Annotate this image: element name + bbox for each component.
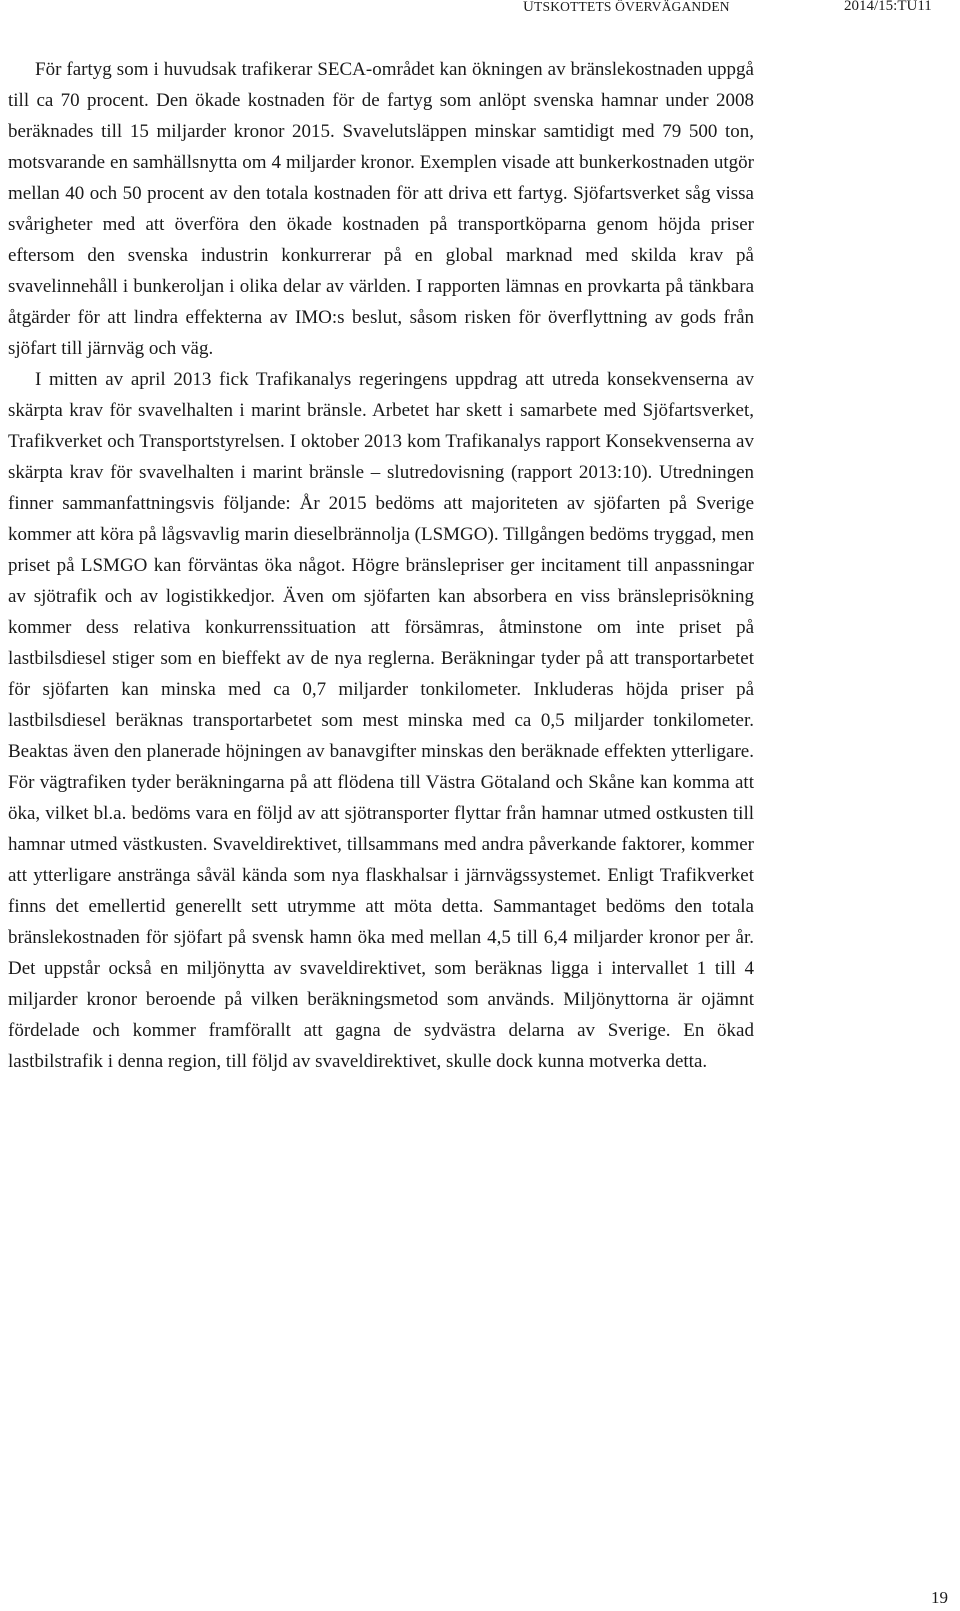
report-id: 2014/15:TU11 — [844, 0, 932, 14]
page-number: 19 — [931, 1588, 948, 1607]
section-title-rest: TSKOTTETS ÖVERVÄGANDEN — [534, 0, 730, 14]
section-title-initial: U — [523, 0, 535, 15]
section-title — [523, 0, 730, 14]
paragraph: För fartyg som i huvudsak trafikerar SECA-området kan ökningen av bränslekostnaden uppgå till ca 70 procent. Den ökade kostnaden för de fartyg som anlöpt svenska hamnar under 2008 beräknades till 15 miljarder kronor 2015. Svavelutsläppen minskar samtidigt med 79 500 ton, motsvarande en samhällsnytta om 4 miljarder kronor. Exemplen visade att bunkerkostnaden utgör mellan 40 och 50 procent av den totala kostnaden för att driva ett fartyg. Sjöfartsverket såg vissa svårigheter med att överföra den ökade kostnaden på transportköparna genom höjda priser eftersom den svenska industrin konkurrerar på en global marknad med skilda krav på svavelinnehåll i bunkeroljan i olika delar av världen. I rapporten lämnas en provkarta på tänkbara åtgärder för att lindra effekterna av IMO:s beslut, såsom risken för överflyttning av gods från sjöfart till järnväg och väg. — [8, 59, 754, 359]
body-text — [8, 54, 754, 1077]
paragraph: I mitten av april 2013 fick Trafikanalys regeringens uppdrag att utreda konsekvenserna av skärpta krav för svavelhalten i marint bränsle. Arbetet har skett i samarbete med Sjöfartsverket, Trafikverket och Transportstyrelsen. I oktober 2013 kom Trafikanalys rapport Konsekvenserna av skärpta krav för svavelhalten i marint bränsle – slutredovisning (rapport 2013:10). Utredningen finner sammanfattningsvis följande: År 2015 bedöms att majoriteten av sjöfarten på Sverige kommer att köra på lågsvavlig marin dieselbrännolja (LSMGO). Tillgången bedöms tryggad, men priset på LSMGO kan förväntas öka något. Högre bränslepriser ger incitament till anpassningar av sjötrafik och av logistikkedjor. Även om sjöfarten kan absorbera en viss bränsleprisökning kommer dess relativa konkurrenssituation att försämras, åtminstone om inte priset på lastbilsdiesel stiger som en bieffekt av de nya reglerna. Beräkningar tyder på att transportarbetet för sjöfarten kan minska med ca 0,7 miljarder tonkilometer. Inkluderas höjda priser på lastbilsdiesel beräknas transportarbetet som mest minska med ca 0,5 miljarder tonkilometer. Beaktas även den planerade höjningen av banavgifter minskas den beräknade effekten ytterligare. För vägtrafiken tyder beräkningarna på att flödena till Västra Götaland och Skåne kan komma att öka, vilket bl.a. bedöms vara en följd av att sjötransporter flyttar från hamnar utmed ostkusten till hamnar utmed västkusten. Svaveldirektivet, tillsammans med andra påverkande faktorer, kommer att ytterligare anstränga såväl kända som nya flaskhalsar i järnvägssystemet. Enligt Trafikverket finns det emellertid generellt sett utrymme att möta detta. Sammantaget bedöms den totala bränslekostnaden för sjöfart på svensk hamn öka med mellan 4,5 till 6,4 miljarder kronor per år. Det uppstår också en miljönytta av svaveldirektivet, som beräknas ligga i intervallet 1 till 4 miljarder kronor beroende på vilken beräkningsmetod som används. Miljönyttorna är ojämnt fördelade och kommer framförallt att gagna de sydvästra delarna av Sverige. En ökad lastbilstrafik i denna region, till följd av svaveldirektivet, skulle dock kunna motverka detta. — [8, 369, 754, 1072]
running-header — [0, 0, 960, 24]
